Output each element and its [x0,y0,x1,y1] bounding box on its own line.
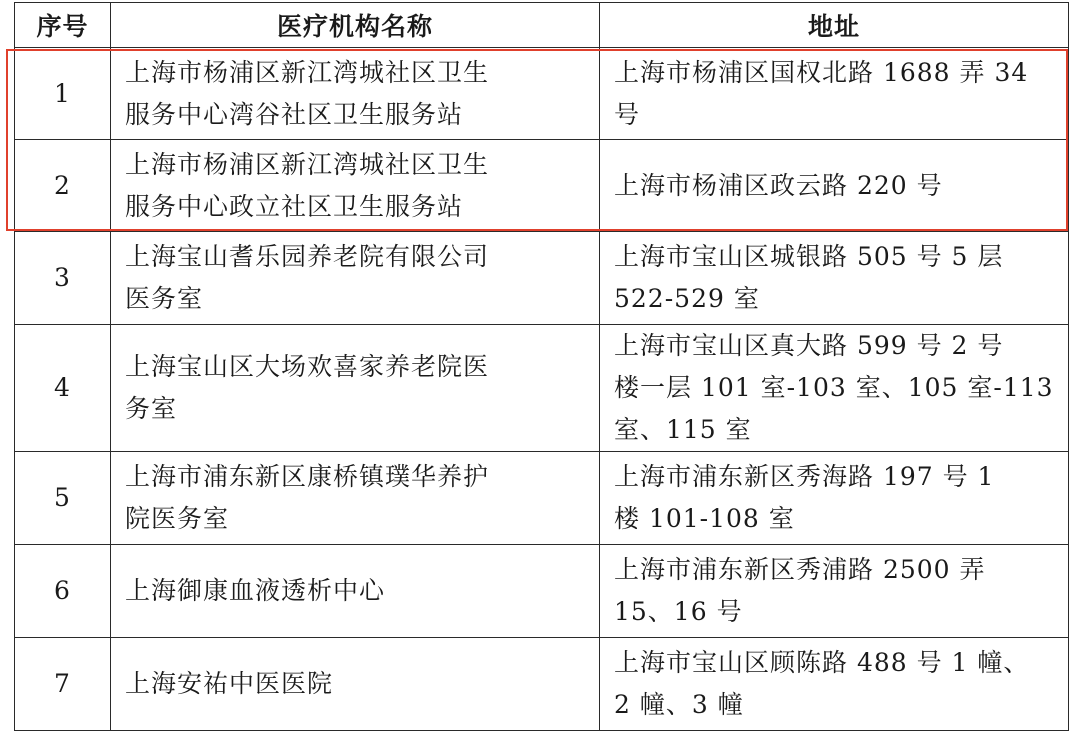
institution-name: 上海御康血液透析中心 [111,545,600,638]
institution-name: 上海市杨浦区新江湾城社区卫生 服务中心政立社区卫生服务站 [111,140,600,232]
institution-address: 上海市浦东新区秀浦路 2500 弄 15、16 号 [600,545,1069,638]
row-number: 7 [15,638,111,731]
institution-address: 上海市宝山区真大路 599 号 2 号 楼一层 101 室-103 室、105 室-113 室、115 室 [600,325,1069,452]
institution-table-container [14,2,1069,731]
header-row [15,3,1069,48]
table-row [15,452,1069,545]
institution-name: 上海市杨浦区新江湾城社区卫生 服务中心湾谷社区卫生服务站 [111,48,600,140]
institution-address: 上海市杨浦区政云路 220 号 [600,140,1069,232]
table-row [15,232,1069,325]
table-row [15,140,1069,232]
institution-name: 上海市浦东新区康桥镇璞华养护 院医务室 [111,452,600,545]
institution-name: 上海宝山耆乐园养老院有限公司 医务室 [111,232,600,325]
row-number: 6 [15,545,111,638]
row-number: 3 [15,232,111,325]
table-row [15,545,1069,638]
header-address: 地址 [600,3,1069,48]
institution-address: 上海市宝山区城银路 505 号 5 层 522-529 室 [600,232,1069,325]
institution-address: 上海市宝山区顾陈路 488 号 1 幢、 2 幢、3 幢 [600,638,1069,731]
row-number: 4 [15,325,111,452]
institution-address: 上海市浦东新区秀海路 197 号 1 楼 101-108 室 [600,452,1069,545]
institution-name: 上海宝山区大场欢喜家养老院医 务室 [111,325,600,452]
header-institution-name: 医疗机构名称 [111,3,600,48]
institution-address: 上海市杨浦区国权北路 1688 弄 34 号 [600,48,1069,140]
institution-table [14,2,1069,731]
table-row [15,325,1069,452]
table-row [15,638,1069,731]
row-number: 1 [15,48,111,140]
row-number: 2 [15,140,111,232]
header-serial-number: 序号 [15,3,111,48]
table-row [15,48,1069,140]
row-number: 5 [15,452,111,545]
institution-name: 上海安祐中医医院 [111,638,600,731]
